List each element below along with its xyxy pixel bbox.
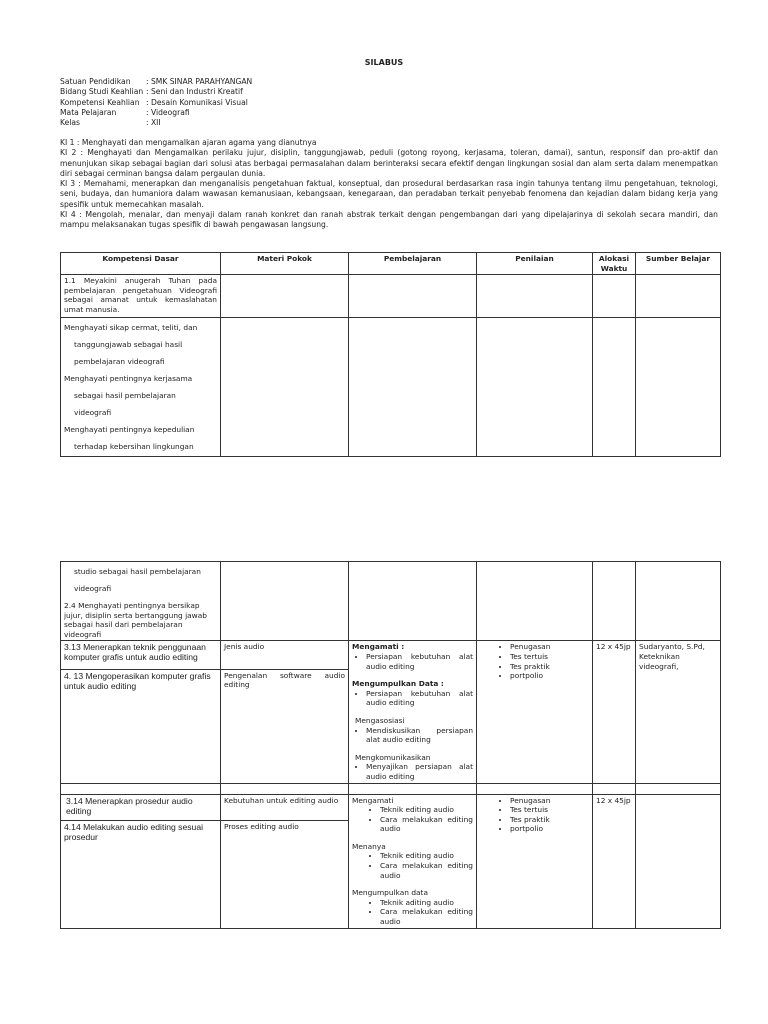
table-row: [61, 783, 721, 794]
cell-empty: [221, 562, 349, 641]
cell-empty: [221, 318, 349, 457]
cell-empty: [636, 783, 721, 794]
sikap-line: Menghayati pentingnya kerjasama: [64, 374, 193, 384]
table-row: [61, 562, 721, 641]
meta-row: [60, 77, 252, 87]
sikap-line: pembelajaran videografi: [74, 357, 165, 367]
kd-4-13: 4. 13 Mengoperasikan komputer grafis untuk audio editing: [61, 669, 221, 783]
ki-3: KI 3 : Memahami, menerapkan dan menganalisis pengetahuan faktual, konseptual, dan prosedural berdasarkan rasa ingin tahunya tentang ilmu pengetahuan, teknologi, seni, budaya, dan humaniora dalam wawasan kemanusiaan, kebangsaan, kenegaraan, dan peradaban terkait penyebab fenomena dan kejadian dalam bidang kerja yang spesifik untuk memecahkan masalah.: [60, 179, 718, 209]
cell-empty: [593, 275, 636, 318]
list-item: • Tes praktik: [510, 662, 589, 672]
list-item: • Penugasan: [510, 796, 589, 806]
cell-empty: [593, 318, 636, 457]
list-item: • Tes tertuis: [510, 652, 589, 662]
cell-empty: [349, 783, 477, 794]
cell-empty: [221, 783, 349, 794]
sikap-line: Menghayati sikap cermat, teliti, dan: [64, 323, 198, 333]
header-alokasi-waktu: Alokasi Waktu: [593, 253, 636, 275]
header-kompetensi-dasar: Kompetensi Dasar: [61, 253, 221, 275]
list-item: • portpolio: [510, 671, 589, 681]
header-pembelajaran: Pembelajaran: [349, 253, 477, 275]
cont-line: studio sebagai hasil pembelajaran: [74, 567, 201, 576]
list-item: • Tes tertuis: [510, 805, 589, 815]
sikap-line: sebagai hasil pembelajaran: [74, 391, 176, 401]
list-item: • Persiapan kebutuhan alat audio editing: [366, 689, 473, 708]
alokasi-1: 12 x 45jp: [593, 641, 636, 783]
cont-line: videografi: [74, 584, 112, 593]
table-row: [61, 641, 721, 669]
header-sumber-belajar: Sumber Belajar: [636, 253, 721, 275]
list-item: • Tes praktik: [510, 815, 589, 825]
meta-value: : Videografi: [146, 107, 190, 117]
kd-1-1: 1.1 Meyakini anugerah Tuhan pada pembelajaran pengetahuan Videografi sebagai amanat untuk kemaslahatan umat manusia.: [61, 275, 221, 318]
list-item: • Cara melakukan editing audio: [380, 815, 473, 834]
kd-3-13: 3.13 Menerapkan teknik penggunaan komputer grafis untuk audio editing: [61, 641, 221, 669]
penilaian-2: [477, 794, 593, 928]
cell-empty: [221, 275, 349, 318]
ki-2: KI 2 : Menghayati dan Mengamalkan perilaku jujur, disiplin, tanggungjawab, peduli (gotong royong, kerjasama, toleran, damai), santun, responsif dan pro-aktif dan menunjukan sikap sebagai bagian dari solusi atas berbagai permasalahan dalam berinteraksi secara efektif dengan lingkungan sosial dan alam serta dalam menempatkan diri sebagai cerminan bangsa dalam pergaulan dunia.: [60, 148, 718, 178]
sikap-line: Menghayati pentingnya kepedulian: [64, 425, 195, 435]
kd-3-14: 3.14 Menerapkan prosedur audio editing: [61, 794, 221, 820]
meta-key: Satuan Pendidikan: [60, 77, 131, 86]
step-label: Mengamati: [352, 795, 394, 805]
sikap-line: videografi: [74, 408, 112, 418]
sikap-line: terhadap kebersihan lingkungan: [74, 442, 194, 452]
step-list: [352, 652, 473, 671]
cell-empty: [636, 562, 721, 641]
list-item: • Menyajikan persiapan alat audio editing: [366, 762, 473, 781]
cell-empty: [477, 562, 593, 641]
kd-sikap: [61, 318, 221, 457]
step-label: Mengumpulkan Data :: [352, 679, 444, 689]
ki-1: KI 1 : Menghayati dan mengamalkan ajaran agama yang dianutnya: [60, 138, 317, 147]
cell-empty: [349, 275, 477, 318]
meta-key: Mata Pelajaran: [60, 107, 117, 117]
table-row: [61, 794, 721, 820]
header-row: [61, 253, 721, 275]
list-item: • portpolio: [510, 824, 589, 834]
list-item: • Cara melakukan editing audio: [380, 907, 473, 926]
document-title: SILABUS: [364, 58, 404, 67]
core-competencies: [60, 138, 718, 231]
cell-empty: [61, 783, 221, 794]
pembelajaran-1: [349, 641, 477, 783]
meta-value: : Desain Komunikasi Visual: [146, 97, 248, 107]
mp-pengenalan: Pengenalan software audio editing: [221, 669, 349, 783]
step-list: [352, 762, 473, 781]
cell-empty: [636, 318, 721, 457]
list-item: • Teknik editing audio: [380, 851, 473, 861]
cell-empty: [477, 275, 593, 318]
syllabus-table-1: [60, 252, 721, 457]
meta-value: : Seni dan Industri Kreatif: [146, 87, 243, 97]
step-label: Mengamati :: [352, 642, 405, 652]
step-list: [352, 898, 473, 927]
step-label: Mengkomunikasikan: [355, 752, 431, 762]
meta-row: [60, 87, 252, 97]
step-list: [352, 805, 473, 834]
step-label: Mengasosiasi: [355, 715, 405, 725]
meta-key: Bidang Studi Keahlian: [60, 87, 144, 97]
mp-proses: Proses editing audio: [221, 820, 349, 928]
kd-2-4: 2.4 Menghayati pentingnya bersikap jujur, disiplin serta bertanggung jawab sebagai hasil dari pembelajaran videografi: [64, 601, 207, 639]
meta-row: [60, 118, 252, 128]
cell-empty: [636, 794, 721, 928]
step-label: Menanya: [352, 841, 386, 851]
ki-4: KI 4 : Mengolah, menalar, dan menyaji dalam ranah konkret dan ranah abstrak terkait dengan pengembangan dari yang dipelajarinya di sekolah secara mandiri, dan mampu melaksanakan tugas spesifik di bawah pengawasan langsung.: [60, 210, 718, 230]
list-item: • Cara melakukan editing audio: [380, 861, 473, 880]
sumber-1: Sudaryanto, S.Pd, Keteknikan videografi,: [636, 641, 721, 783]
cell-empty: [349, 318, 477, 457]
mp-jenis-audio: Jenis audio: [221, 641, 349, 669]
cell-empty: [636, 275, 721, 318]
cell-empty: [477, 783, 593, 794]
meta-value: : SMK SINAR PARAHYANGAN: [146, 77, 253, 86]
mp-kebutuhan: Kebutuhan untuk editing audio: [221, 794, 349, 820]
header-materi-pokok: Materi Pokok: [221, 253, 349, 275]
list-item: • Persiapan kebutuhan alat audio editing: [366, 652, 473, 671]
step-list: [352, 851, 473, 880]
step-list: [352, 689, 473, 708]
list-item: • Mendiskusikan persiapan alat audio editing: [366, 726, 473, 745]
kd-continued: [61, 562, 221, 641]
cell-empty: [593, 562, 636, 641]
alokasi-2: 12 x 45jp: [593, 794, 636, 928]
step-label: Mengumpulkan data: [352, 888, 428, 898]
list-item: • Penugasan: [510, 642, 589, 652]
table-row: [61, 275, 721, 318]
pembelajaran-2: [349, 794, 477, 928]
list-item: • Teknik editing audio: [380, 805, 473, 815]
list-item: • Teknik aditing audio: [380, 898, 473, 908]
penilaian-1: [477, 641, 593, 783]
assessment-list: [480, 642, 589, 680]
syllabus-table-2: [60, 561, 721, 929]
cell-empty: [477, 318, 593, 457]
step-list: [352, 726, 473, 745]
header-penilaian: Penilaian: [477, 253, 593, 275]
sikap-line: tanggungjawab sebagai hasil: [74, 340, 183, 350]
meta-row: [60, 98, 252, 108]
assessment-list: [480, 796, 589, 834]
cell-empty: [349, 562, 477, 641]
kd-4-14: 4.14 Melakukan audio editing sesuai prosedur: [61, 820, 221, 928]
table-row: [61, 318, 721, 457]
identity-block: [60, 77, 252, 128]
cell-empty: [593, 783, 636, 794]
meta-row: [60, 108, 252, 118]
meta-value: : XII: [146, 118, 161, 128]
meta-key: Kelas: [60, 118, 80, 128]
meta-key: Kompetensi Keahlian: [60, 97, 140, 107]
